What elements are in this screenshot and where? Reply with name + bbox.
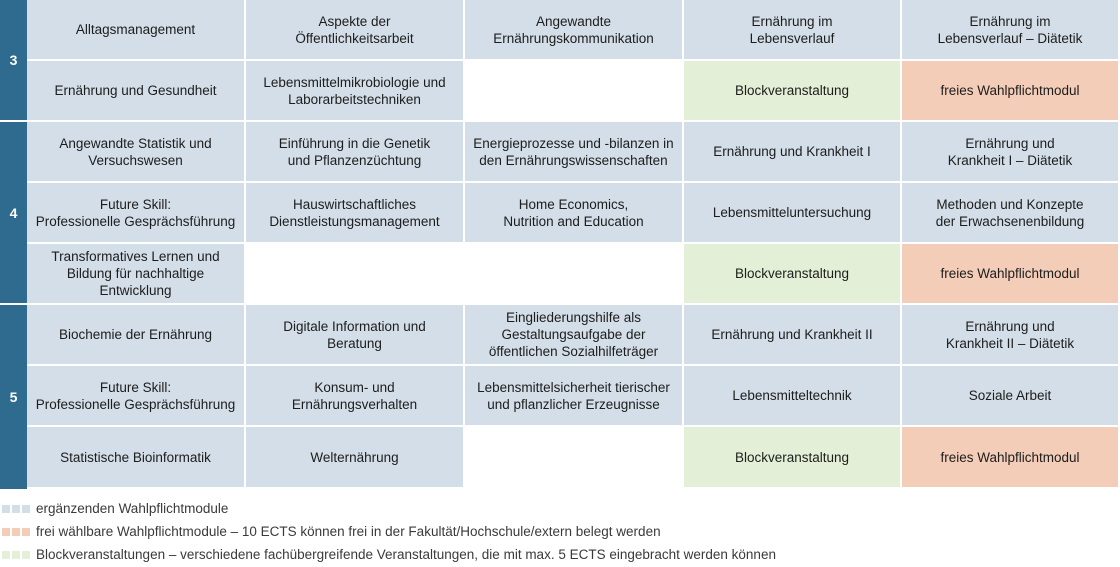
- legend: [0, 497, 1120, 566]
- module-cell: Lebensmitteltechnik: [684, 366, 902, 427]
- module-cell: Lebensmitteluntersuchung: [684, 183, 902, 244]
- module-cell: Home Economics, Nutrition and Education: [465, 183, 684, 244]
- module-cell: Future Skill: Professionelle Gesprächsführung: [27, 183, 246, 244]
- legend-item-free: [0, 520, 1120, 543]
- module-cell: Eingliederungshilfe als Gestaltungsaufgabe der öffentlichen Sozialhilfeträger: [465, 305, 684, 366]
- module-cell: Ernährung und Gesundheit: [27, 61, 246, 122]
- module-cell: Ernährung und Krankheit I: [684, 122, 902, 183]
- block-cell: Blockveranstaltung: [684, 427, 902, 489]
- module-cell: Lebensmittelmikrobiologie und Laborarbeitstechniken: [246, 61, 465, 122]
- module-cell: Hauswirtschaftliches Dienstleistungsmanagement: [246, 183, 465, 244]
- legend-text: ergänzenden Wahlpflichtmodule: [36, 501, 229, 516]
- module-cell: Energieprozesse und -bilanzen in den Ernährungswissenschaften: [465, 122, 684, 183]
- block-cell: Blockveranstaltung: [684, 61, 902, 122]
- module-cell: Welternährung: [246, 427, 465, 489]
- empty-cell: [465, 61, 684, 122]
- elective-swatch-icon: [2, 505, 30, 513]
- module-cell: Aspekte der Öffentlichkeitsarbeit: [246, 0, 465, 61]
- module-cell: Ernährung und Krankheit I – Diätetik: [902, 122, 1120, 183]
- semester-label-4: 4: [0, 122, 27, 305]
- module-cell: Angewandte Ernährungskommunikation: [465, 0, 684, 61]
- module-cell: Ernährung und Krankheit II – Diätetik: [902, 305, 1120, 366]
- module-cell: Angewandte Statistik und Versuchswesen: [27, 122, 246, 183]
- module-cell: Digitale Information und Beratung: [246, 305, 465, 366]
- module-cell: Lebensmittelsicherheit tierischer und pflanzlicher Erzeugnisse: [465, 366, 684, 427]
- module-cell: Methoden und Konzepte der Erwachsenenbildung: [902, 183, 1120, 244]
- empty-cell: [246, 244, 465, 305]
- module-cell: Ernährung im Lebensverlauf: [684, 0, 902, 61]
- block-cell: Blockveranstaltung: [684, 244, 902, 305]
- semester-label-3: 3: [0, 0, 27, 122]
- semester-label-5: 5: [0, 305, 27, 489]
- free-elective-cell: freies Wahlpflichtmodul: [902, 61, 1120, 122]
- block-swatch-icon: [2, 551, 30, 559]
- free-elective-cell: freies Wahlpflichtmodul: [902, 427, 1120, 489]
- module-cell: Ernährung im Lebensverlauf – Diätetik: [902, 0, 1120, 61]
- module-cell: Statistische Bioinformatik: [27, 427, 246, 489]
- legend-item-block: [0, 543, 1120, 566]
- module-cell: Biochemie der Ernährung: [27, 305, 246, 366]
- module-cell: Soziale Arbeit: [902, 366, 1120, 427]
- module-cell: Future Skill: Professionelle Gesprächsführung: [27, 366, 246, 427]
- module-cell: Ernährung und Krankheit II: [684, 305, 902, 366]
- legend-text: Blockveranstaltungen – verschiedene fachübergreifende Veranstaltungen, die mit max. 5 ECTS eingebracht werden können: [36, 547, 776, 562]
- module-cell: Alltagsmanagement: [27, 0, 246, 61]
- module-cell: Konsum- und Ernährungsverhalten: [246, 366, 465, 427]
- legend-item-elective: [0, 497, 1120, 520]
- empty-cell: [465, 244, 684, 305]
- empty-cell: [465, 427, 684, 489]
- free-swatch-icon: [2, 528, 30, 536]
- module-cell: Transformatives Lernen und Bildung für nachhaltige Entwicklung: [27, 244, 246, 305]
- module-cell: Einführung in die Genetik und Pflanzenzüchtung: [246, 122, 465, 183]
- legend-text: frei wählbare Wahlpflichtmodule – 10 ECTS können frei in der Fakultät/Hochschule/extern belegt werden: [36, 524, 661, 539]
- free-elective-cell: freies Wahlpflichtmodul: [902, 244, 1120, 305]
